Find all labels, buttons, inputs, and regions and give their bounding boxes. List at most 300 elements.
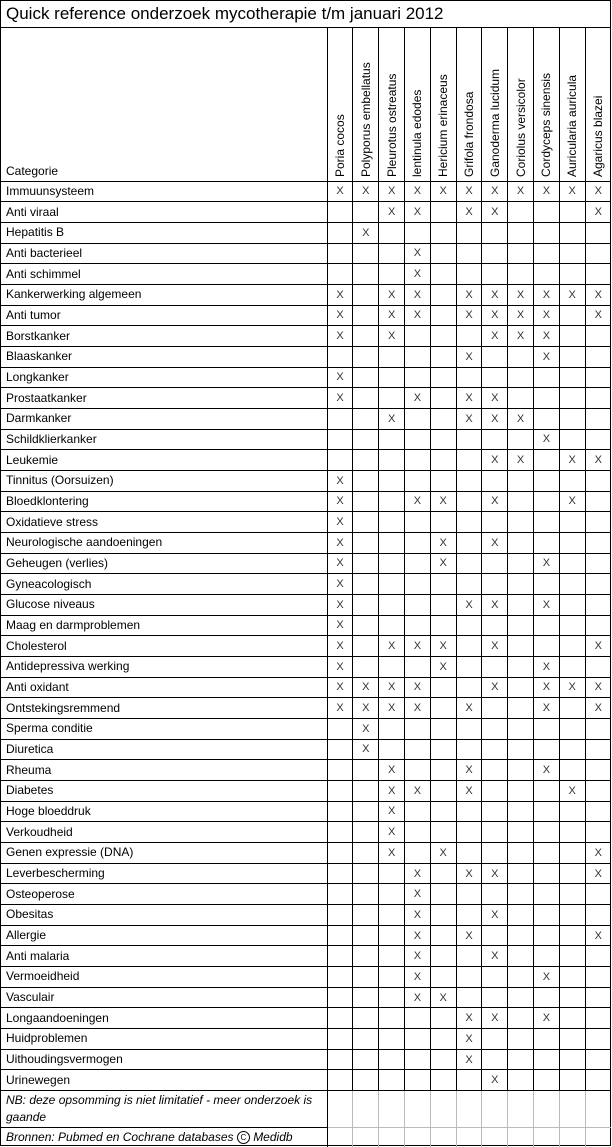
mark-cell-x: X [327,284,353,305]
mark-cell-x: X [559,491,585,512]
column-header-label: Hericium erinaceus [436,73,451,177]
mark-cell-empty [559,801,585,822]
mark-cell-empty [353,264,379,285]
mark-cell-empty [585,1008,611,1029]
mark-cell-empty [585,801,611,822]
mark-cell-x: X [456,863,482,884]
mark-cell-empty [430,822,456,843]
mark-cell-empty [430,1029,456,1050]
category-cell: Longaandoeningen [1,1008,327,1029]
mark-cell-empty [585,470,611,491]
mark-cell-x: X [534,181,560,202]
mark-cell-empty [559,305,585,326]
column-header-label: Cordyceps sinensis [539,72,554,177]
mark-cell-x: X [482,1008,508,1029]
mark-cell-empty [456,636,482,657]
column-header [534,28,560,181]
mark-cell-x: X [559,450,585,471]
mark-cell-empty [405,326,431,347]
mark-cell-empty [508,574,534,595]
empty-cell [508,1091,534,1128]
mark-cell-empty [482,574,508,595]
empty-cell [508,1128,534,1147]
mark-cell-empty [327,1008,353,1029]
mark-cell-empty [482,925,508,946]
mark-cell-empty [430,594,456,615]
mark-cell-x: X [405,388,431,409]
category-cell: Huidproblemen [1,1029,327,1050]
mark-cell-empty [430,574,456,595]
mark-cell-x: X [585,450,611,471]
mark-cell-empty [353,615,379,636]
mark-cell-empty [353,470,379,491]
mark-cell-x: X [534,760,560,781]
mark-cell-empty [379,429,405,450]
mark-cell-x: X [534,1008,560,1029]
mark-cell-empty [379,264,405,285]
column-header-label: Coriolus versicolor [513,77,528,177]
category-cell: Bloedklontering [1,491,327,512]
mark-cell-empty [482,822,508,843]
mark-cell-x: X [327,656,353,677]
mark-cell-empty [559,1049,585,1070]
mark-cell-empty [508,822,534,843]
table-row [1,264,611,285]
mark-cell-empty [508,532,534,553]
mark-cell-empty [508,677,534,698]
column-header-label: Polyporus embellatus [358,61,373,177]
mark-cell-empty [559,574,585,595]
mark-cell-empty [456,677,482,698]
mark-cell-x: X [456,1008,482,1029]
mark-cell-empty [585,1049,611,1070]
mark-cell-x: X [482,636,508,657]
mark-cell-x: X [585,305,611,326]
table-row [1,780,611,801]
mark-cell-empty [379,450,405,471]
mark-cell-x: X [534,967,560,988]
category-cell: Obesitas [1,905,327,926]
mark-cell-empty [430,884,456,905]
empty-cell [559,1128,585,1147]
mark-cell-empty [353,905,379,926]
mark-cell-empty [353,863,379,884]
mark-cell-empty [585,1070,611,1091]
mark-cell-empty [508,967,534,988]
mark-cell-empty [379,656,405,677]
mark-cell-empty [327,739,353,760]
mark-cell-empty [456,367,482,388]
mark-cell-x: X [482,677,508,698]
mark-cell-x: X [353,181,379,202]
mark-cell-empty [508,264,534,285]
empty-cell [379,1128,405,1147]
table-row [1,946,611,967]
mark-cell-empty [405,801,431,822]
mark-cell-empty [559,388,585,409]
sources-row [1,1128,611,1147]
mark-cell-empty [508,884,534,905]
mark-cell-x: X [327,326,353,347]
table-row [1,222,611,243]
mark-cell-x: X [456,284,482,305]
mark-cell-empty [379,574,405,595]
mark-cell-empty [585,222,611,243]
category-cell: Anti tumor [1,305,327,326]
mark-cell-empty [430,739,456,760]
mark-cell-empty [456,1070,482,1091]
sources-owner: Medidb [253,1129,293,1144]
table-row [1,202,611,223]
mark-cell-empty [405,739,431,760]
table-row [1,181,611,202]
mark-cell-empty [508,243,534,264]
mark-cell-x: X [327,636,353,657]
category-cell: Immuunsysteem [1,181,327,202]
mark-cell-x: X [405,863,431,884]
mark-cell-empty [379,1070,405,1091]
mark-cell-empty [456,222,482,243]
mark-cell-empty [405,656,431,677]
table-row [1,553,611,574]
mark-cell-x: X [559,780,585,801]
table-row [1,615,611,636]
mark-cell-empty [327,1070,353,1091]
mark-cell-empty [534,470,560,491]
mark-cell-empty [508,388,534,409]
mark-cell-x: X [559,284,585,305]
category-cell: Cholesterol [1,636,327,657]
empty-cell [585,1128,611,1147]
mark-cell-empty [559,615,585,636]
mark-cell-empty [379,243,405,264]
mark-cell-x: X [585,698,611,719]
column-header [585,28,611,181]
mark-cell-x: X [379,843,405,864]
mark-cell-empty [559,1008,585,1029]
mark-cell-empty [559,553,585,574]
mark-cell-empty [559,367,585,388]
mark-cell-empty [430,243,456,264]
mark-cell-x: X [379,181,405,202]
mark-cell-empty [353,636,379,657]
mark-cell-empty [430,760,456,781]
mark-cell-empty [482,264,508,285]
mark-cell-empty [482,967,508,988]
mark-cell-empty [430,450,456,471]
mark-cell-x: X [379,202,405,223]
mark-cell-empty [430,429,456,450]
mark-cell-empty [353,1029,379,1050]
mark-cell-empty [456,491,482,512]
column-header-label: Auricularia auricula [565,74,580,177]
mark-cell-x: X [379,698,405,719]
mark-cell-empty [327,408,353,429]
mark-cell-empty [456,801,482,822]
mark-cell-empty [534,863,560,884]
category-cell: Borstkanker [1,326,327,347]
category-cell: Allergie [1,925,327,946]
mark-cell-empty [327,987,353,1008]
mark-cell-x: X [482,388,508,409]
mark-cell-empty [430,222,456,243]
column-header [456,28,482,181]
mark-cell-x: X [353,739,379,760]
mark-cell-empty [327,222,353,243]
mark-cell-empty [353,967,379,988]
mark-cell-empty [353,594,379,615]
mark-cell-empty [482,1049,508,1070]
mark-cell-empty [327,925,353,946]
mark-cell-x: X [327,305,353,326]
mark-cell-x: X [405,284,431,305]
mark-cell-empty [379,512,405,533]
mark-cell-empty [430,1070,456,1091]
mark-cell-empty [585,739,611,760]
mark-cell-empty [534,408,560,429]
mark-cell-empty [379,884,405,905]
mark-cell-x: X [534,346,560,367]
mark-cell-empty [405,470,431,491]
mark-cell-empty [585,1029,611,1050]
category-cell: Anti schimmel [1,264,327,285]
mark-cell-empty [405,346,431,367]
table-row [1,284,611,305]
column-header [559,28,585,181]
mark-cell-x: X [405,967,431,988]
mark-cell-empty [456,739,482,760]
mark-cell-empty [353,491,379,512]
mark-cell-empty [456,843,482,864]
mark-cell-empty [379,967,405,988]
mark-cell-empty [508,760,534,781]
mark-cell-empty [327,822,353,843]
mark-cell-empty [405,450,431,471]
copyright-icon: C [237,1131,250,1144]
mark-cell-x: X [456,925,482,946]
category-cell: Oxidatieve stress [1,512,327,533]
mark-cell-empty [379,615,405,636]
mark-cell-empty [353,202,379,223]
mark-cell-x: X [379,636,405,657]
mark-cell-empty [456,429,482,450]
mark-cell-empty [430,967,456,988]
mark-cell-empty [353,780,379,801]
mark-cell-empty [353,1070,379,1091]
table-row [1,987,611,1008]
mark-cell-empty [405,532,431,553]
mark-cell-empty [534,243,560,264]
mark-cell-x: X [379,760,405,781]
mark-cell-x: X [379,801,405,822]
mark-cell-empty [405,615,431,636]
note-text: NB: deze opsomming is niet limitatief - meer onderzoek is gaande [1,1091,327,1128]
mark-cell-x: X [482,1070,508,1091]
mark-cell-empty [482,470,508,491]
mark-cell-empty [508,636,534,657]
mark-cell-empty [559,987,585,1008]
mark-cell-empty [559,843,585,864]
mark-cell-x: X [405,305,431,326]
mark-cell-empty [379,553,405,574]
mark-cell-empty [405,1029,431,1050]
mark-cell-empty [559,863,585,884]
mark-cell-x: X [353,677,379,698]
mark-cell-empty [327,450,353,471]
table-row [1,450,611,471]
mark-cell-empty [559,346,585,367]
mark-cell-empty [430,470,456,491]
category-cell: Vermoeidheid [1,967,327,988]
mark-cell-empty [508,491,534,512]
table-row [1,822,611,843]
mark-cell-empty [456,553,482,574]
mark-cell-x: X [508,450,534,471]
table-row [1,760,611,781]
mark-cell-empty [430,305,456,326]
mark-cell-empty [353,987,379,1008]
mark-cell-empty [482,553,508,574]
mark-cell-empty [430,780,456,801]
mark-cell-x: X [482,305,508,326]
mark-cell-empty [327,429,353,450]
mark-cell-empty [482,243,508,264]
mark-cell-empty [430,1008,456,1029]
sources-text [1,1128,327,1147]
table-row [1,884,611,905]
mark-cell-empty [508,594,534,615]
column-header [482,28,508,181]
mark-cell-empty [430,801,456,822]
category-cell: Hepatitis B [1,222,327,243]
mark-cell-x: X [456,780,482,801]
mark-cell-empty [482,718,508,739]
table-row [1,346,611,367]
mark-cell-empty [327,1029,353,1050]
mark-cell-empty [534,388,560,409]
mark-cell-x: X [456,594,482,615]
table-row [1,367,611,388]
mark-cell-x: X [430,656,456,677]
mark-cell-empty [534,843,560,864]
mark-cell-x: X [327,615,353,636]
mark-cell-empty [508,843,534,864]
mark-cell-x: X [482,202,508,223]
column-header-label: Pleurotus ostreatus [384,73,399,177]
mark-cell-empty [585,408,611,429]
mark-cell-empty [456,450,482,471]
mark-cell-x: X [405,202,431,223]
mark-cell-x: X [327,594,353,615]
mark-cell-x: X [327,512,353,533]
mark-cell-empty [353,346,379,367]
mark-cell-empty [559,656,585,677]
category-cell: Osteoperose [1,884,327,905]
category-cell: Gyneacologisch [1,574,327,595]
column-header [379,28,405,181]
table-row [1,1070,611,1091]
mark-cell-empty [379,1008,405,1029]
mark-cell-empty [482,615,508,636]
mark-cell-x: X [353,222,379,243]
table-row [1,470,611,491]
page-title: Quick reference onderzoek mycotherapie t/m januari 2012 [1,1,610,28]
mark-cell-empty [353,326,379,347]
mark-cell-empty [379,594,405,615]
category-cell: Anti viraal [1,202,327,223]
table-row [1,429,611,450]
category-cell: Leukemie [1,450,327,471]
mark-cell-empty [353,532,379,553]
empty-cell [405,1128,431,1147]
mark-cell-empty [327,760,353,781]
mark-cell-x: X [405,677,431,698]
mark-cell-empty [327,346,353,367]
mark-cell-x: X [327,181,353,202]
mark-cell-empty [353,843,379,864]
mark-cell-x: X [508,305,534,326]
category-cell: Prostaatkanker [1,388,327,409]
mark-cell-empty [559,243,585,264]
mark-cell-empty [353,574,379,595]
category-cell: Rheuma [1,760,327,781]
mark-cell-empty [559,1029,585,1050]
mark-cell-empty [585,532,611,553]
mark-cell-x: X [405,905,431,926]
mark-cell-empty [534,905,560,926]
mark-cell-x: X [405,946,431,967]
mark-cell-empty [379,987,405,1008]
table-row [1,656,611,677]
mark-cell-empty [585,326,611,347]
mark-cell-empty [482,801,508,822]
mark-cell-empty [430,925,456,946]
mark-cell-empty [430,905,456,926]
mark-cell-x: X [379,408,405,429]
mark-cell-empty [585,512,611,533]
mark-cell-empty [508,1070,534,1091]
mark-cell-empty [585,905,611,926]
category-cell: Hoge bloeddruk [1,801,327,822]
mark-cell-x: X [379,822,405,843]
mark-cell-empty [327,264,353,285]
empty-cell [534,1091,560,1128]
header-row [1,28,611,181]
empty-cell [456,1091,482,1128]
mark-cell-empty [327,202,353,223]
mark-cell-empty [430,388,456,409]
mark-cell-x: X [405,491,431,512]
mark-cell-empty [585,346,611,367]
mark-cell-empty [508,202,534,223]
category-cell: Darmkanker [1,408,327,429]
mark-cell-empty [508,801,534,822]
table-row [1,1029,611,1050]
mark-cell-empty [559,698,585,719]
column-header-label: Grifola frondosa [462,91,476,177]
mark-cell-empty [534,450,560,471]
mark-cell-empty [430,284,456,305]
mark-cell-empty [534,946,560,967]
mark-cell-empty [327,946,353,967]
mark-cell-empty [508,470,534,491]
mark-cell-x: X [353,698,379,719]
mark-cell-empty [405,553,431,574]
category-cell: Schildklierkanker [1,429,327,450]
mark-cell-empty [534,491,560,512]
mark-cell-empty [482,780,508,801]
mark-cell-empty [559,718,585,739]
